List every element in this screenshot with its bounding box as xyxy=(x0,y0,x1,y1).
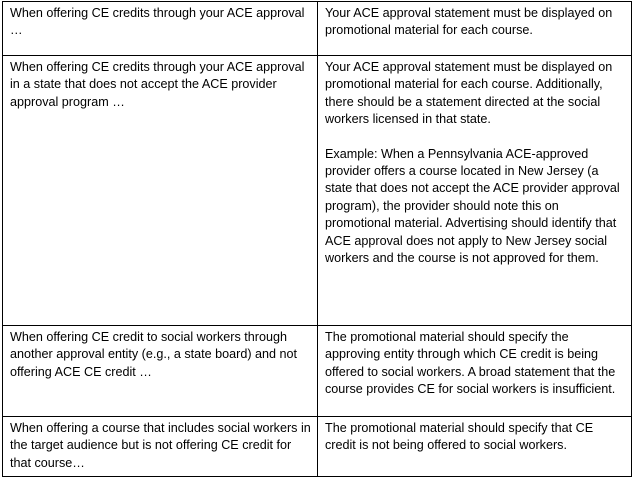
table-row xyxy=(3,2,632,56)
condition-cell xyxy=(3,326,318,417)
table-row xyxy=(3,417,632,477)
condition-text: When offering CE credit to social workers through another approval entity (e.g., a state board) and not offering ACE CE credit … xyxy=(10,330,298,379)
requirement-text: The promotional material should specify the approving entity through which CE credit is being offered to social workers. A broad statement that the course provides CE for social workers is insufficient. xyxy=(325,330,616,397)
requirements-table xyxy=(2,1,632,477)
requirement-cell xyxy=(318,417,632,477)
table-row xyxy=(3,56,632,326)
condition-text: When offering a course that includes social workers in the target audience but is not offering CE credit for that course… xyxy=(10,421,311,470)
condition-cell xyxy=(3,417,318,477)
requirement-text: Your ACE approval statement must be displayed on promotional material for each course. Additionally, there should be a statement directed at the social workers licensed in that state. xyxy=(325,60,613,127)
condition-text: When offering CE credits through your ACE approval … xyxy=(10,6,305,38)
requirement-cell xyxy=(318,56,632,326)
condition-cell xyxy=(3,2,318,56)
example-text: Example: When a Pennsylvania ACE-approved provider offers a course located in New Jersey (a state that does not accept the ACE provider approval program), the provider should note this on promotional material. Advertising should identify that ACE approval does not apply to New Jersey social workers and the course is not approved for them. xyxy=(325,146,620,266)
requirement-cell xyxy=(318,326,632,417)
requirement-text: Your ACE approval statement must be displayed on promotional material for each course. xyxy=(325,6,613,38)
condition-cell xyxy=(3,56,318,326)
requirement-cell xyxy=(318,2,632,56)
table-row xyxy=(3,326,632,417)
condition-text: When offering CE credits through your ACE approval in a state that does not accept the ACE provider approval program … xyxy=(10,60,305,109)
requirement-text: The promotional material should specify that CE credit is not being offered to social workers. xyxy=(325,421,594,453)
